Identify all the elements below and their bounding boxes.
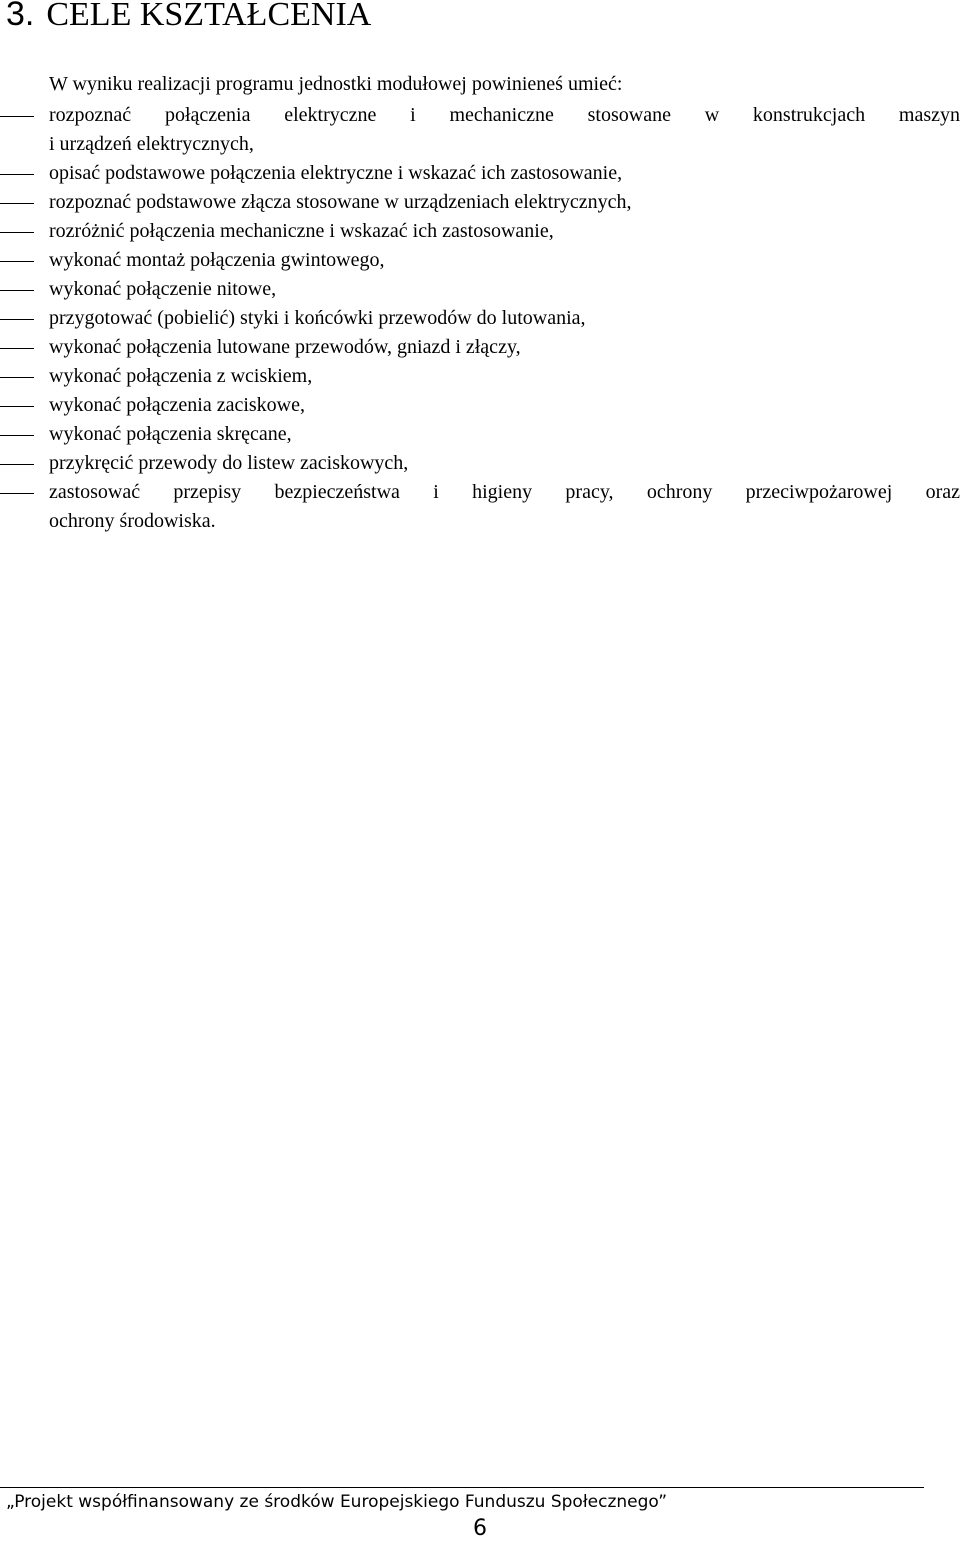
list-item — [0, 478, 960, 536]
dash-bullet-icon — [0, 116, 34, 117]
list-item-text: wykonać połączenia lutowane przewodów, gniazd i złączy, — [49, 336, 521, 358]
list-item — [0, 217, 960, 246]
list-item — [0, 362, 960, 391]
dash-bullet-icon — [0, 290, 34, 291]
list-item-text: zastosować przepisy bezpieczeństwa i higieny pracy, ochrony przeciwpożarowej oraz — [49, 481, 960, 503]
list-item-text: rozróżnić połączenia mechaniczne i wskazać ich zastosowanie, — [49, 220, 554, 242]
list-item-text-continued: ochrony środowiska. — [49, 510, 216, 532]
dash-bullet-icon — [0, 261, 34, 262]
list-item-text: wykonać montaż połączenia gwintowego, — [49, 249, 385, 271]
list-item — [0, 246, 960, 275]
list-item-text: rozpoznać połączenia elektryczne i mechaniczne stosowane w konstrukcjach maszyn — [49, 104, 960, 126]
list-item — [0, 159, 960, 188]
list-item-text: przykręcić przewody do listew zaciskowych, — [49, 452, 409, 474]
objectives-list — [0, 101, 960, 536]
list-item-text: wykonać połączenia zaciskowe, — [49, 394, 305, 416]
dash-bullet-icon — [0, 232, 34, 233]
funding-note: „Projekt współfinansowany ze środków Europejskiego Funduszu Społecznego” — [6, 1492, 668, 1512]
section-heading — [6, 0, 371, 35]
dash-bullet-icon — [0, 319, 34, 320]
page-number: 6 — [473, 1516, 487, 1541]
list-item-text: wykonać połączenia skręcane, — [49, 423, 292, 445]
intro-text: W wyniku realizacji programu jednostki modułowej powinieneś umieć: — [49, 73, 623, 95]
list-item — [0, 275, 960, 304]
dash-bullet-icon — [0, 348, 34, 349]
list-item-text: opisać podstawowe połączenia elektryczne i wskazać ich zastosowanie, — [49, 162, 623, 184]
list-item-text-continued: i urządzeń elektrycznych, — [49, 133, 254, 155]
list-item — [0, 304, 960, 333]
list-item-text: rozpoznać podstawowe złącza stosowane w urządzeniach elektrycznych, — [49, 191, 632, 213]
dash-bullet-icon — [0, 464, 34, 465]
dash-bullet-icon — [0, 377, 34, 378]
list-item-text: przygotować (pobielić) styki i końcówki przewodów do lutowania, — [49, 307, 586, 329]
dash-bullet-icon — [0, 174, 34, 175]
list-item — [0, 420, 960, 449]
dash-bullet-icon — [0, 493, 34, 494]
list-item — [0, 188, 960, 217]
list-item — [0, 391, 960, 420]
footer-divider — [0, 1487, 924, 1488]
list-item-text: wykonać połączenie nitowe, — [49, 278, 277, 300]
dash-bullet-icon — [0, 435, 34, 436]
list-item — [0, 101, 960, 159]
section-number: 3. — [6, 0, 35, 33]
list-item-text: wykonać połączenia z wciskiem, — [49, 365, 313, 387]
dash-bullet-icon — [0, 203, 34, 204]
list-item — [0, 449, 960, 478]
dash-bullet-icon — [0, 406, 34, 407]
section-title: CELE KSZTAŁCENIA — [46, 0, 372, 33]
list-item — [0, 333, 960, 362]
